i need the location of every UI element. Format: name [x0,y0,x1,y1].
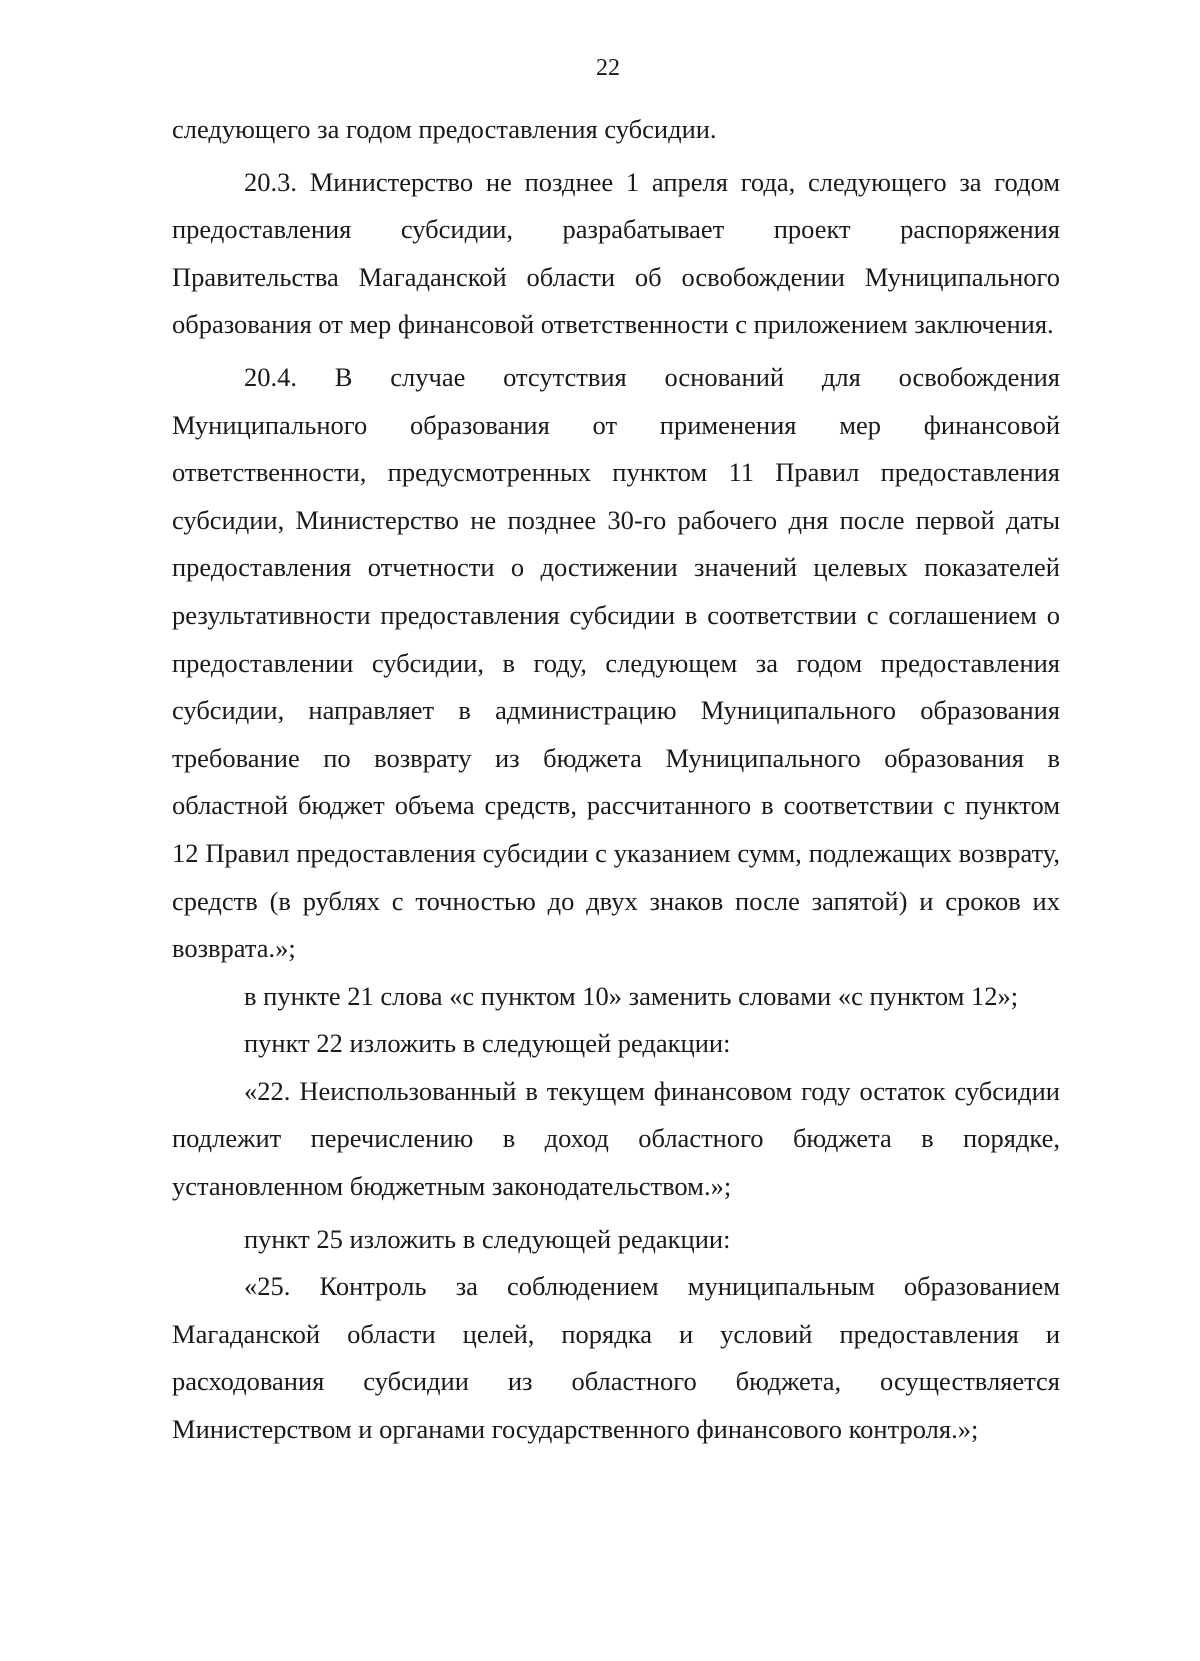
paragraph-amend-25-intro: пункт 25 изложить в следующей редакции: [244,1223,731,1254]
page-number: 22 [596,55,620,81]
paragraph-22: «22. Неиспользованный в текущем финансовом году остаток субсидии подлежит перечислению в доход областного бюджета в порядке, установленном бюджетным законодательством.»; [172,1075,1060,1202]
paragraph-amend-22-intro: пункт 22 изложить в следующей редакции: [244,1028,731,1059]
paragraph-continuation: следующего за годом предоставления субсидии. [172,114,717,144]
paragraph-amend-21: в пункте 21 слова «с пунктом 10» заменить словами «с пунктом 12»; [244,980,1019,1011]
paragraph-25: «25. Контроль за соблюдением муниципальным образованием Магаданской области целей, порядка и условий предоставления и расходования субсидии из областного бюджета, осуществляется Министерством и органами государственного финансового контроля.»; [172,1271,1060,1445]
document-body [172,106,1060,1454]
paragraph-20-4: 20.4. В случае отсутствия оснований для освобождения Муниципального образования от применения мер финансовой ответственности, предусмотренных пунктом 11 Правил предоставления субсидии, Министерство не позднее 30-го рабочего дня после первой даты предоставления отчетности о достижении значений целевых показателей результативности предоставления субсидии в соответствии с соглашением о предоставлении субсидии, в году, следующем за годом предоставления субсидии, направляет в администрацию Муниципального образования требование по возврату из бюджета Муниципального образования в областной бюджет объема средств, рассчитанного в соответствии с пунктом 12 Правил предоставления субсидии с указанием сумм, подлежащих возврату, средств (в рублях с точностью до двух знаков после запятой) и сроков их возврата.»; [172,361,1060,964]
paragraph-20-3: 20.3. Министерство не позднее 1 апреля года, следующего за годом предоставления субсидии, разрабатывает проект распоряжения Правительства Магаданской области об освобождении Муниципального образования от мер финансовой ответственности с приложением заключения. [172,166,1060,340]
